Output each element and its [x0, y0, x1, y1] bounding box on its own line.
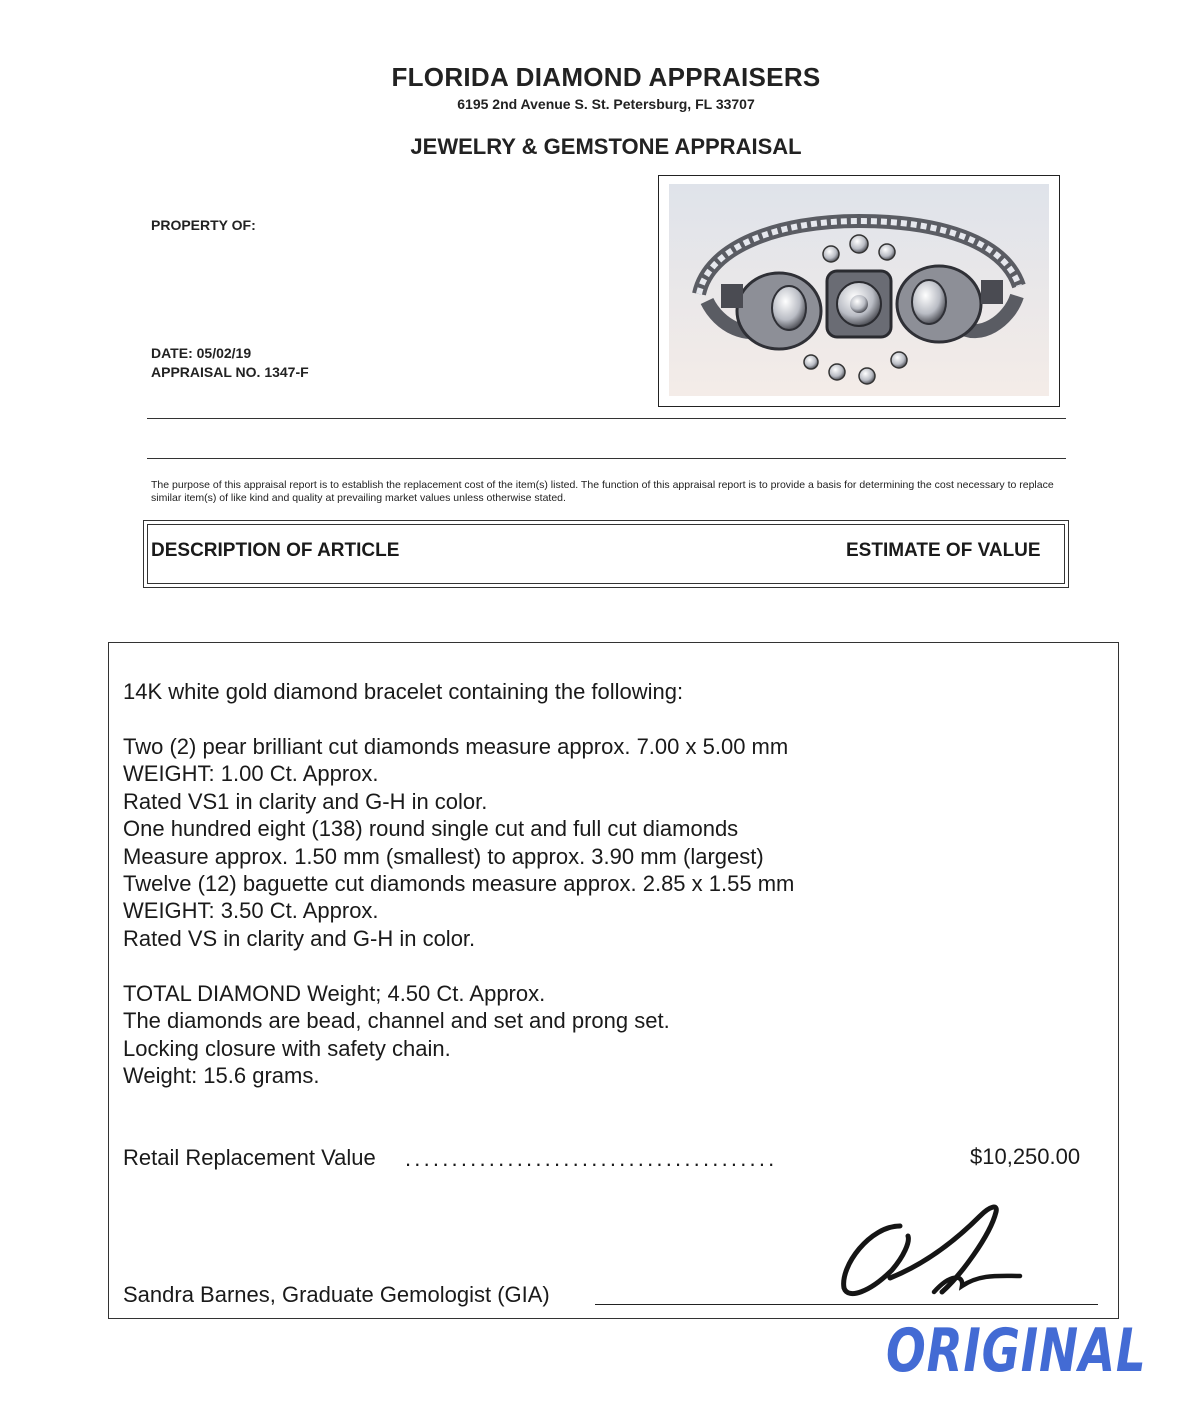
description-line: Rated VS1 in clarity and G-H in color.: [123, 788, 488, 814]
summary-line: Locking closure with safety chain.: [123, 1035, 451, 1061]
description-line: WEIGHT: 3.50 Ct. Approx.: [123, 898, 379, 924]
item-photo: [658, 175, 1060, 407]
description-line: Measure approx. 1.50 mm (smallest) to approx. 3.90 mm (largest): [123, 843, 764, 869]
date-label: DATE:: [151, 345, 193, 361]
description-details: [123, 733, 794, 952]
company-name: FLORIDA DIAMOND APPRAISERS: [391, 62, 821, 92]
original-stamp: ORIGINAL: [886, 1316, 1147, 1386]
valuation-label: Retail Replacement Value: [123, 1145, 376, 1170]
bracelet-image: [659, 176, 1058, 405]
description-line: Two (2) pear brilliant cut diamonds measure approx. 7.00 x 5.00 mm: [123, 734, 789, 759]
handwritten-signature: [830, 1196, 1030, 1306]
summary-line: The diamonds are bead, channel and set and prong set.: [123, 1008, 670, 1034]
appraisal-number-value: 1347-F: [264, 364, 309, 380]
item-intro: 14K white gold diamond bracelet containing the following:: [123, 679, 684, 704]
appraiser-name: Sandra Barnes, Graduate Gemologist (GIA): [123, 1282, 550, 1307]
description-column-header: DESCRIPTION OF ARTICLE: [151, 540, 400, 561]
divider-line: [147, 458, 1066, 459]
summary-line: Weight: 15.6 grams.: [123, 1063, 320, 1089]
divider-line: [147, 418, 1066, 419]
appraisal-number-label: APPRAISAL NO.: [151, 364, 261, 380]
summary-line: TOTAL DIAMOND Weight; 4.50 Ct. Approx.: [123, 981, 546, 1006]
date-value: 05/02/19: [196, 345, 252, 361]
description-line: Rated VS in clarity and G-H in color.: [123, 925, 476, 951]
property-of-label: PROPERTY OF:: [151, 217, 256, 233]
valuation-amount: $10,250.00: [970, 1144, 1081, 1169]
valuation-leader-dots: ........................................: [405, 1146, 778, 1171]
date-row: [151, 345, 251, 361]
estimate-column-header: ESTIMATE OF VALUE: [846, 540, 1041, 561]
appraisal-number-row: [151, 364, 309, 380]
description-line: Twelve (12) baguette cut diamonds measure approx. 2.85 x 1.55 mm: [123, 871, 795, 897]
description-line: WEIGHT: 1.00 Ct. Approx.: [123, 761, 379, 787]
description-line: One hundred eight (138) round single cut and full cut diamonds: [123, 816, 739, 842]
document-title: JEWELRY & GEMSTONE APPRAISAL: [410, 134, 802, 159]
purpose-statement: The purpose of this appraisal report is to establish the replacement cost of the item(s) listed. The function of this appraisal report is to provide a basis for determining the cost necessary to replace similar item(s) of like kind and quality at prevailing market values unless otherwise stated.: [151, 479, 1054, 504]
description-summary: [123, 980, 670, 1090]
company-address: 6195 2nd Avenue S. St. Petersburg, FL 33707: [457, 96, 755, 112]
